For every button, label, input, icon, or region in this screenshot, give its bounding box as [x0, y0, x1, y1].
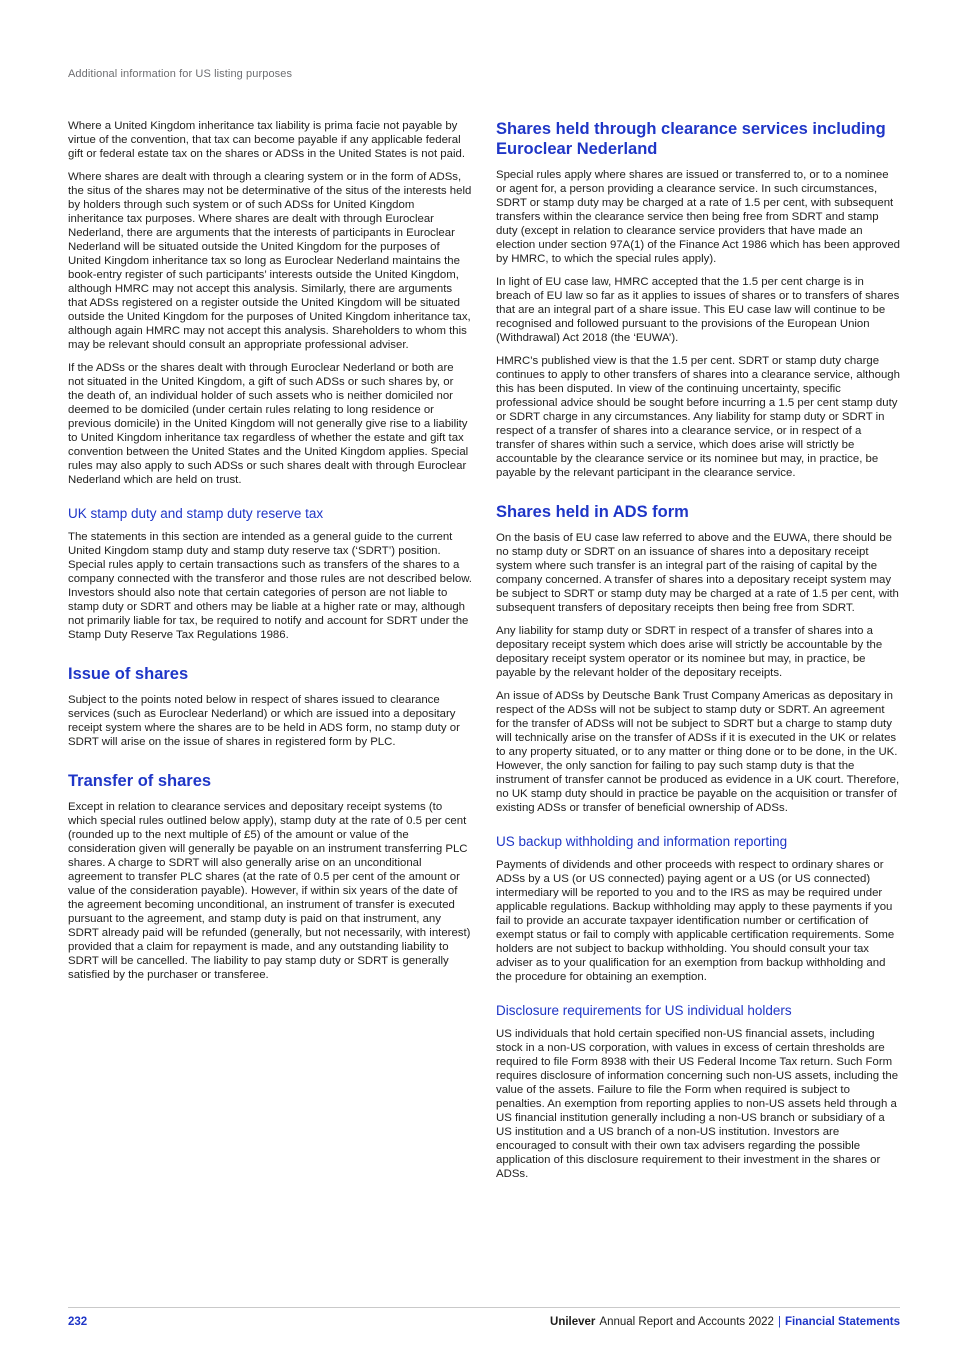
section-heading-ads-form: Shares held in ADS form [496, 503, 689, 521]
paragraph-backup-withholding: Payments of dividends and other proceeds with respect to ordinary shares or ADSs by a US (or US connected) paying agent or a US (or US connected) intermediary will be reported to you and to the IRS as may be required under applicable regulations. Backup withholding may apply to these payments if you fail to provide an accurate taxpayer identification number or certification of exempt status or fail to comply with applicable certification requirements. Some holders are not subject to backup withholding. You should consult your tax adviser as to your qualification for an exemption from backup withholding and the procedure for obtaining an exemption. [496, 859, 895, 983]
paragraph-hmrc-published-view: HMRC’s published view is that the 1.5 per cent. SDRT or stamp duty charge continues to apply to other transfers of shares into a clearance service, although this has been disputed. In view of the continuing uncertainty, specific professional advice should be sought before incurring a 1.5 per cent stamp duty or SDRT charge in any circumstances. Any liability for stamp duty or SDRT in respect of a transfer of shares into a clearance service, or in respect of a transfer of shares within such a service, which does arise will strictly be accountable by the clearance service or its nominee but may, in practice, be payable by the relevant participant in the clearance service. [496, 355, 900, 479]
paragraph-inheritance-tax-convention: Where a United Kingdom inheritance tax liability is prima facie not payable by virtue of the convention, that tax can become payable if any applicable federal gift or federal estate tax on the shares or ADSs in the United States is not paid. [68, 120, 465, 160]
paragraph-deutsche-bank-ads: An issue of ADSs by Deutsche Bank Trust Company Americas as depositary in respect of the ADSs will not be subject to stamp duty or SDRT. An agreement for the transfer of ADSs will not be subject to SDRT but a charge to stamp duty will technically arise on the transfer of ADSs if it is executed in the UK or relates to any property situated, or to any matter or thing done or to be done, in the UK. However, the only sanction for failing to pay such stamp duty is that the instrument of transfer cannot be produced as evidence in a UK court. Therefore, no UK stamp duty should in practice be payable on the acquisition or transfer of existing ADSs or transfer of beneficial ownership of ADSs. [496, 690, 900, 814]
paragraph-transfer-of-shares: Except in relation to clearance services and depositary receipt systems (to which special rules outlined below apply), stamp duty at the rate of 0.5 per cent (rounded up to the next multiple of £5) of the amount or value of the consideration given will generally be payable on an instrument transferring PLC shares. A charge to SDRT will also generally arise on an unconditional agreement to transfer PLC shares (at the rate of 0.5 per cent of the amount or value of the consideration payable). However, if within six years of the date of the agreement becoming unconditional, an instrument of transfer is executed pursuant to the agreement, and stamp duty is paid on that instrument, any SDRT already paid will be refunded (generally, but not necessarily, with interest) provided that a claim for repayment is made, and any outstanding liability to SDRT will be cancelled. The liability to pay stamp duty or SDRT is generally satisfied by the purchaser or transferee. [68, 801, 471, 981]
paragraph-issue-of-shares: Subject to the points noted below in respect of shares issued to clearance services (such as Euroclear Nederland) or which are issued into a depositary receipt system where the shares are to be held in ADS form, no stamp duty or SDRT will arise on the issue of shares in registered form by PLC. [68, 694, 460, 748]
paragraph-clearance-special-rules: Special rules apply where shares are issued or transferred to, or to a nominee or agent for, a person providing a clearance service. In such circumstances, SDRT or stamp duty may be charged at a rate of 1.5 per cent, with subsequent transfers within the clearance service then being free from SDRT and stamp duty (except in relation to clearance service providers that have made an election under section 97A(1) of the Finance Act 1986 which has been approved by HMRC, to which the special rules apply). [496, 169, 901, 265]
subheading-uk-stamp-duty: UK stamp duty and stamp duty reserve tax [68, 506, 324, 521]
paragraph-sdrt-general-guide: The statements in this section are intended as a general guide to the current United Kingdom stamp duty and stamp duty reserve tax (‘SDRT’) position. Special rules apply to certain transactions such as transfers of the shares to a company connected with the transferor and those rules are not described below. Investors should also note that certain categories of person are not liable to stamp duty or SDRT and others may be liable at a higher rate or may, although not primarily liable for tax, be required to notify and account for SDRT under the Stamp Duty Reserve Tax Regulations 1986. [68, 531, 472, 641]
footer-pipe-divider: | [777, 1316, 781, 1328]
page-content [68, 119, 900, 1190]
footer-divider-rule [68, 1307, 900, 1308]
page-footer [68, 1316, 900, 1328]
subheading-disclosure-requirements: Disclosure requirements for US individual holders [496, 1003, 792, 1018]
paragraph-eu-case-law: In light of EU case law, HMRC accepted that the 1.5 per cent charge is in breach of EU law so far as it applies to issues of shares or to transfers of shares that are an integral part of a share issue. This EU case law will continue to be recognised and followed pursuant to the provisions of the European Union (Withdrawal) Act 2018 (the ‘EUWA’). [496, 276, 900, 344]
section-heading-clearance-services: Shares held through clearance services including Euroclear Nederland [496, 120, 886, 158]
footer-report-title: Annual Report and Accounts 2022 [599, 1316, 774, 1328]
subheading-us-backup-withholding: US backup withholding and information reporting [496, 834, 788, 849]
footer-brand: Unilever [550, 1316, 596, 1328]
footer-section-name: Financial Statements [784, 1316, 900, 1328]
paragraph-depositary-liability: Any liability for stamp duty or SDRT in respect of a transfer of shares into a depositary receipt system which does arise will strictly be accountable by the depositary receipt system operator or its nominee but may, in practice, be payable by the relevant holder of the depositary receipts. [496, 625, 883, 679]
right-column [496, 119, 900, 1190]
section-heading-issue-of-shares: Issue of shares [68, 665, 189, 683]
page-number: 232 [68, 1316, 88, 1328]
footer-report-line [550, 1316, 900, 1328]
paragraph-ads-issuance: On the basis of EU case law referred to above and the EUWA, there should be no stamp duty or SDRT on an issuance of shares into a depositary receipt system where such transfer is an integral part of the raising of capital by the company concerned. A transfer of shares into a depositary receipt system may be subject to SDRT or stamp duty may be charged at a rate of 1.5 per cent, with subsequent transfers of depositary receipts then being free from SDRT. [496, 532, 899, 614]
left-column [68, 119, 472, 1190]
section-heading-transfer-of-shares: Transfer of shares [68, 772, 212, 790]
running-header: Additional information for US listing purposes [68, 68, 293, 80]
paragraph-gift-death-domicile: If the ADSs or the shares dealt with through Euroclear Nederland or both are not situated in the United Kingdom, a gift of such ADSs or such shares by, or the death of, an individual holder of such assets who is neither domiciled nor deemed to be domiciled (under certain rules relating to long residence or previous domicile) in the United Kingdom will not generally give rise to a liability to United Kingdom inheritance tax regardless of whether the estate and gift tax convention between the United States and the United Kingdom applies. Special rules may also apply to such ADSs or such shares dealt with through Euroclear Nederland which are held on trust. [68, 362, 469, 486]
paragraph-clearing-system-situs: Where shares are dealt with through a clearing system or in the form of ADSs, the situs of the shares may not be determinative of the situs of the interests held by holders through such system or of such ADSs for United Kingdom inheritance tax purposes. Where shares are dealt with through Euroclear Nederland, there are arguments that the interests of participants in Euroclear Nederland will be situated outside the United Kingdom for the purposes of United Kingdom inheritance tax so long as Euroclear Nederland maintains the book-entry register of such participants’ interests outside the United Kingdom, although HMRC may not accept this analysis. Similarly, there are arguments that ADSs registered on a register outside the United Kingdom will be situated outside the United Kingdom for the purposes of United Kingdom inheritance tax, although again HMRC may not accept this analysis. Shareholders to whom this may be relevant should consult an appropriate professional adviser. [68, 171, 472, 351]
paragraph-form-8938: US individuals that hold certain specified non-US financial assets, including stock in a non-US corporation, with values in excess of certain thresholds are required to file Form 8938 with their US Federal Income Tax return. Such Form requires disclosure of information concerning such non-US assets, including the value of the assets. Failure to file the Form when required is subject to penalties. An exemption from reporting applies to non-US assets held through a US financial institution generally including a non-US branch or subsidiary of a US institution and a US branch of a non-US institution. Investors are encouraged to consult with their own tax advisers regarding the possible application of this disclosure requirement to their investment in the shares or ADSs. [496, 1028, 899, 1180]
